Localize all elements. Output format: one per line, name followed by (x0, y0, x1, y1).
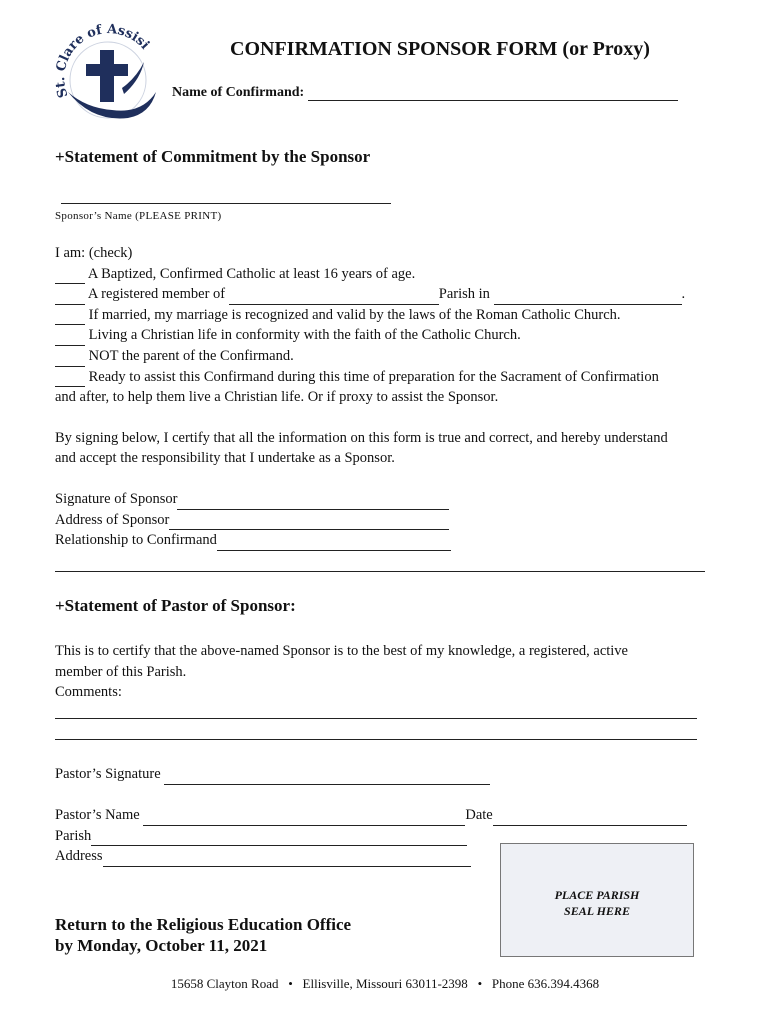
check-item-text: NOT the parent of the Confirmand. (88, 347, 294, 364)
confirmand-label: Name of Confirmand: (172, 85, 305, 100)
relationship-label: Relationship to Confirmand (55, 532, 217, 549)
return-line-2: by Monday, October 11, 2021 (55, 936, 268, 955)
member-parish-line[interactable] (229, 290, 439, 305)
check-item-text: If married, my marriage is recognized and valid by the laws of the Roman Catholic Church. (88, 306, 621, 323)
check-item-continuation: and after, to help them live a Christian life. Or if proxy to assist the Sponsor. (55, 389, 499, 406)
check-item-text: Ready to assist this Confirmand during this time of preparation for the Sacrament of Confirmation (88, 368, 659, 385)
check-item (55, 325, 685, 346)
footer-address: 15658 Clayton Road (170, 976, 279, 991)
parish-seal-box (500, 843, 694, 957)
section-divider (55, 571, 705, 572)
confirmand-name-line[interactable] (308, 86, 678, 101)
check-blank[interactable] (55, 290, 85, 305)
relationship-row (55, 530, 685, 551)
sponsor-signature-line[interactable] (177, 495, 449, 510)
seal-text-line-2: SEAL HERE (564, 904, 630, 918)
sponsor-name-line[interactable] (61, 203, 391, 204)
sponsor-signature-label: Signature of Sponsor (55, 490, 178, 507)
address-line[interactable] (103, 852, 471, 867)
pastor-signature-line[interactable] (164, 770, 490, 785)
footer-phone: Phone 636.394.4368 (491, 976, 600, 991)
check-item-text: A registered member of (87, 286, 226, 303)
footer-separator: • (477, 976, 483, 991)
sponsor-commitment-heading: +Statement of Commitment by the Sponsor (55, 147, 371, 166)
footer-city: Ellisville, Missouri 63011-2398 (302, 976, 468, 991)
address-label: Address (55, 848, 103, 865)
comments-line-2[interactable] (55, 739, 697, 740)
footer-contact (0, 976, 770, 992)
confirmand-field-row (172, 85, 678, 101)
check-blank[interactable] (55, 352, 85, 367)
return-instructions (55, 914, 351, 956)
pastor-name-line[interactable] (143, 811, 465, 826)
check-blank[interactable] (55, 372, 85, 387)
sponsor-address-label: Address of Sponsor (55, 511, 170, 528)
check-item: A registered member of Parish in . (55, 284, 685, 305)
sponsor-name-caption: Sponsor’s Name (PLEASE PRINT) (55, 210, 222, 222)
date-line[interactable] (493, 811, 687, 826)
sponsor-certify-text: By signing below, I certify that all the information on this form is true and correct, and hereby understand (55, 429, 668, 446)
parish-label: Parish (55, 827, 92, 844)
comments-line-1[interactable] (55, 718, 697, 719)
sponsor-certify-text-2: and accept the responsibility that I undertake as a Sponsor. (55, 450, 395, 467)
parish-in-label: Parish in (438, 286, 490, 303)
comments-label: Comments: (55, 684, 122, 701)
check-intro: I am: (check) (55, 245, 133, 261)
parish-logo (52, 22, 164, 134)
check-blank[interactable] (55, 310, 85, 325)
pastor-name-row (55, 805, 687, 826)
pastor-name-label: Pastor’s Name (55, 807, 140, 823)
check-blank[interactable] (55, 331, 85, 346)
seal-text-line-1: PLACE PARISH (554, 888, 640, 902)
footer-separator: • (288, 976, 293, 991)
check-item-text: A Baptized, Confirmed Catholic at least 16 years of age. (87, 265, 416, 282)
relationship-line[interactable] (217, 536, 451, 551)
pastor-certify-text: This is to certify that the above-named Sponsor is to the best of my knowledge, a registered, active (55, 643, 628, 659)
check-item (55, 367, 685, 388)
form-title: CONFIRMATION SPONSOR FORM (or Proxy) (230, 38, 650, 60)
pastor-signature-row (55, 764, 490, 785)
parish-location-line[interactable] (494, 290, 682, 305)
check-item (55, 305, 685, 326)
pastor-certify-text-2: member of this Parish. (55, 663, 187, 680)
sponsor-signature-row (55, 489, 685, 510)
check-item (55, 346, 685, 367)
sponsor-address-line[interactable] (169, 515, 449, 530)
parish-line[interactable] (91, 831, 467, 846)
check-list (55, 243, 685, 551)
pastor-statement-heading: +Statement of Pastor of Sponsor: (55, 596, 296, 615)
check-item-text: Living a Christian life in conformity with the faith of the Catholic Church. (88, 327, 521, 344)
pastor-signature-label: Pastor’s Signature (55, 766, 161, 782)
return-line-1: Return to the Religious Education Office (55, 915, 352, 934)
sponsor-address-row (55, 510, 685, 531)
logo-text: St. Clare of Assisi (53, 22, 153, 100)
check-blank[interactable] (55, 269, 85, 284)
pastor-certify-block (55, 641, 628, 703)
date-label: Date (465, 807, 493, 823)
check-item (55, 264, 685, 285)
